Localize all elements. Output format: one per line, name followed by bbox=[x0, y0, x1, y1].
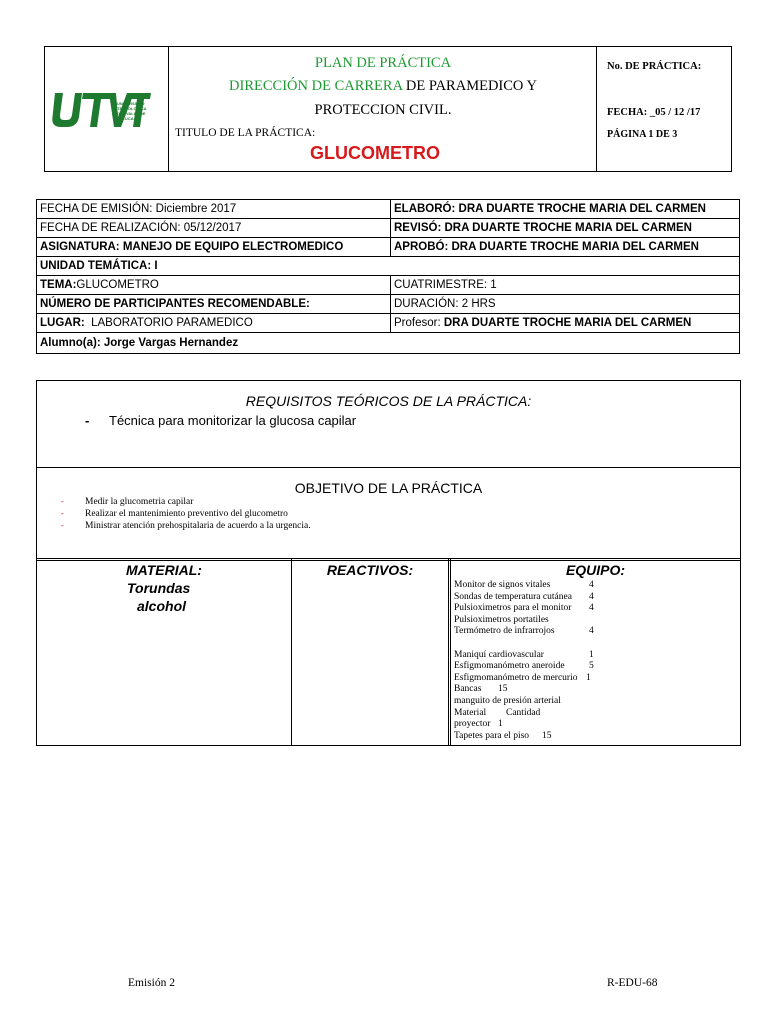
plan-title: PLAN DE PRÁCTICA bbox=[314, 55, 452, 71]
list-item bbox=[454, 603, 734, 615]
list-item bbox=[454, 580, 734, 592]
direction-rest: DE PARAMEDICO Y bbox=[402, 78, 537, 94]
table-row bbox=[37, 238, 740, 257]
column-divider bbox=[291, 559, 292, 745]
equipo-item-name: Termómetro de infrarrojos bbox=[454, 626, 555, 637]
footer-code: R-EDU-68 bbox=[607, 977, 658, 989]
equipo-item-name: Pulsioximetros portatiles bbox=[454, 614, 549, 625]
list-item bbox=[454, 638, 734, 650]
equipo-item-qty: Cantidad bbox=[506, 707, 541, 718]
equipo-item-qty: 1 bbox=[498, 719, 503, 730]
lugar-value: LABORATORIO PARAMEDICO bbox=[91, 317, 253, 329]
list-item bbox=[454, 673, 734, 685]
equipo-item-qty: 4 bbox=[589, 626, 594, 637]
equipo-item-qty: 5 bbox=[589, 661, 594, 672]
logo-caption-line: TECNOLÓGICA bbox=[117, 106, 147, 111]
lugar-label: LUGAR: bbox=[40, 317, 85, 329]
divider bbox=[37, 467, 740, 468]
no-practica: No. DE PRÁCTICA: bbox=[607, 61, 702, 72]
list-item bbox=[454, 708, 734, 720]
practice-content-box bbox=[36, 380, 741, 746]
objetivo-title: OBJETIVO DE LA PRÁCTICA bbox=[294, 480, 483, 496]
list-item: - Medir la glucometria capilar bbox=[61, 497, 194, 507]
equipo-item-qty: 4 bbox=[589, 580, 594, 590]
table-row bbox=[37, 333, 740, 354]
divider bbox=[37, 560, 740, 561]
divider bbox=[37, 558, 740, 559]
logo-caption-line: DEL VALLE DE TOLUCA bbox=[117, 111, 146, 121]
list-item-text: Realizar el mantenimiento preventivo del glucometro bbox=[85, 509, 288, 519]
list-item bbox=[454, 615, 734, 627]
fecha-realizacion: FECHA DE REALIZACIÓN: 05/12/2017 bbox=[37, 219, 391, 238]
elaboro: ELABORÓ: DRA DUARTE TROCHE MARIA DEL CARMEN bbox=[391, 200, 740, 219]
list-item: - Realizar el mantenimiento preventivo del glucometro bbox=[61, 509, 288, 519]
table-row bbox=[37, 200, 740, 219]
profesor-value: DRA DUARTE TROCHE MARIA DEL CARMEN bbox=[443, 317, 692, 329]
material-item: alcohol bbox=[137, 598, 187, 614]
equipo-title: EQUIPO: bbox=[565, 562, 626, 578]
column-divider bbox=[450, 559, 451, 745]
equipo-item-qty: 4 bbox=[589, 603, 594, 614]
equipo-item-name: Pulsioximetros para el monitor bbox=[454, 603, 572, 614]
aprobo: APROBÓ: DRA DUARTE TROCHE MARIA DEL CARMEN bbox=[391, 238, 740, 257]
fecha: FECHA: _05 / 12 /17 bbox=[607, 107, 701, 118]
requisitos-item: Técnica para monitorizar la glucosa capilar bbox=[109, 413, 357, 428]
list-item bbox=[454, 661, 734, 673]
list-item-text: Medir la glucometria capilar bbox=[85, 497, 194, 507]
equipo-item-qty: 1 bbox=[586, 672, 591, 683]
equipo-item-name: Esfigmomanómetro aneroide bbox=[454, 661, 565, 672]
equipo-item-name: Sondas de temperatura cutánea bbox=[454, 591, 572, 602]
direction-line1 bbox=[169, 78, 597, 95]
equipo-item-qty: 15 bbox=[542, 730, 552, 741]
profesor-label: Profesor: bbox=[394, 317, 441, 329]
equipo-item-name: Maniquí cardiovascular bbox=[454, 649, 544, 660]
equipo-item-name: manguito de presión arterial bbox=[454, 695, 561, 706]
cuatrimestre: CUATRIMESTRE: 1 bbox=[391, 276, 740, 295]
material-title: MATERIAL: bbox=[126, 562, 202, 578]
tema-value: GLUCOMETRO bbox=[76, 279, 159, 291]
list-item bbox=[454, 731, 734, 743]
pagina: PÁGINA 1 DE 3 bbox=[607, 129, 678, 140]
footer-emision: Emisión 2 bbox=[128, 977, 175, 989]
equipo-item-name: Esfigmomanómetro de mercurio bbox=[454, 672, 578, 683]
lugar bbox=[37, 314, 391, 333]
equipo-item-name: Bancas bbox=[454, 684, 482, 695]
asignatura: ASIGNATURA: MANEJO DE EQUIPO ELECTROMEDICO bbox=[37, 238, 391, 257]
utvt-logo bbox=[51, 89, 161, 131]
equipo-item-qty: 15 bbox=[498, 684, 508, 695]
titulo-value: GLUCOMETRO bbox=[310, 143, 440, 163]
tema bbox=[37, 276, 391, 295]
duracion: DURACIÓN: 2 HRS bbox=[391, 295, 740, 314]
list-item bbox=[454, 592, 734, 604]
column-divider bbox=[448, 559, 449, 745]
list-item: - Ministrar atención prehospitalaria de acuerdo a la urgencia. bbox=[61, 521, 311, 531]
equipo-item-name: proyector bbox=[454, 719, 491, 730]
list-item bbox=[454, 684, 734, 696]
equipo-item-name: Monitor de signos vitales bbox=[454, 580, 551, 590]
requisitos-title: REQUISITOS TEÓRICOS DE LA PRÁCTICA: bbox=[245, 393, 532, 409]
fecha-emision: FECHA DE EMISIÓN: Diciembre 2017 bbox=[37, 200, 391, 219]
list-item bbox=[454, 626, 734, 638]
table-row bbox=[37, 314, 740, 333]
titulo-label: TITULO DE LA PRÁCTICA: bbox=[175, 127, 316, 139]
material-item: Torundas bbox=[127, 580, 191, 596]
equipo-item-qty: 4 bbox=[589, 591, 594, 602]
unidad-tematica: UNIDAD TEMÁTICA: I bbox=[37, 257, 740, 276]
header-box bbox=[44, 46, 732, 172]
list-item-text: Ministrar atención prehospitalaria de acuerdo a la urgencia. bbox=[85, 521, 311, 531]
numero-participantes: NÚMERO DE PARTICIPANTES RECOMENDABLE: bbox=[37, 295, 391, 314]
list-item bbox=[454, 650, 734, 662]
alumno: Alumno(a): Jorge Vargas Hernandez bbox=[37, 333, 740, 354]
table-row bbox=[37, 257, 740, 276]
profesor bbox=[391, 314, 740, 333]
table-row bbox=[37, 276, 740, 295]
info-table bbox=[36, 199, 740, 354]
equipo-item-name: Material bbox=[454, 707, 487, 718]
requisitos-bullet: - bbox=[85, 413, 90, 428]
objetivo-list bbox=[61, 497, 311, 533]
equipo-item-name: Tapetes para el piso bbox=[454, 730, 530, 741]
tema-label: TEMA: bbox=[40, 279, 77, 291]
reactivos-title: REACTIVOS: bbox=[326, 562, 414, 578]
equipo-item-qty: 1 bbox=[589, 649, 594, 660]
direction-line2: PROTECCION CIVIL. bbox=[314, 102, 452, 118]
list-item bbox=[454, 696, 734, 708]
equipo-list bbox=[454, 580, 734, 742]
table-row bbox=[37, 219, 740, 238]
logo-caption bbox=[117, 101, 161, 121]
list-item bbox=[454, 719, 734, 731]
direction-green: DIRECCIÓN DE CARRERA bbox=[229, 78, 403, 94]
table-row bbox=[37, 295, 740, 314]
logo-caption-line: UNIVERSIDAD bbox=[117, 101, 145, 106]
reviso: REVISÓ: DRA DUARTE TROCHE MARIA DEL CARMEN bbox=[391, 219, 740, 238]
